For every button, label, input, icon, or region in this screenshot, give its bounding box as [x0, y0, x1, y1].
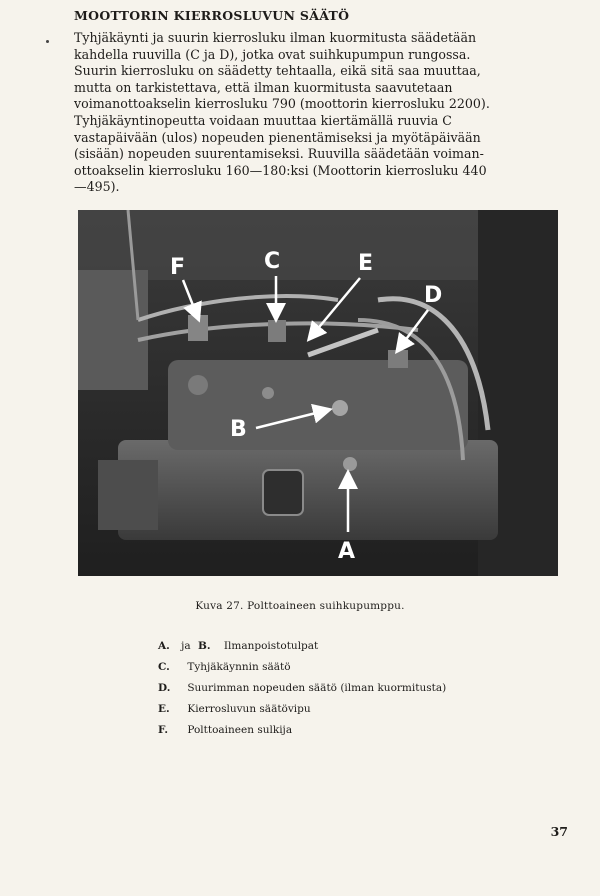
paragraph-line: Tyhjäkäynti ja suurin kierrosluku ilman kuormitusta säädetään [74, 30, 477, 45]
bleed-plug-a [343, 457, 357, 471]
pump-illustration [78, 210, 558, 576]
fuel-injection-pump-photo [78, 210, 558, 576]
paragraph-line: Tyhjäkäyntinopeutta voidaan muuttaa kiertämällä ruuvia C [74, 112, 452, 128]
legend-letter: F. [158, 724, 169, 736]
label-b: B [230, 417, 247, 442]
legend-item [158, 703, 446, 724]
legend-letter: D. [158, 682, 171, 694]
max-speed-screw [388, 350, 408, 368]
margin-dot [46, 40, 49, 43]
legend-text: Kierrosluvun säätövipu [187, 703, 311, 715]
idle-screw [268, 320, 286, 342]
label-d: D [424, 283, 443, 308]
body-paragraph [74, 30, 558, 196]
stop-device [188, 315, 208, 341]
paragraph-line: ottoakselin kierrosluku 160—180:ksi (Moottorin kierrosluku 440 [74, 162, 487, 178]
legend-text: Ilmanpoistotulpat [223, 640, 319, 652]
bleed-plug-b [332, 400, 348, 416]
section-heading: MOOTTORIN KIERROSLUVUN SÄÄTÖ [74, 8, 350, 23]
pump-body [118, 440, 498, 540]
legend-letter: A. [158, 640, 170, 652]
fuel-fitting [188, 375, 208, 395]
paragraph-line: kahdella ruuvilla (C ja D), jotka ovat suihkupumpun rungossa. [74, 46, 471, 62]
pump-upper-housing [168, 360, 468, 450]
figure-legend [158, 640, 446, 745]
legend-item [158, 682, 446, 703]
housing-bolt [262, 387, 274, 399]
legend-letter: B. [198, 640, 211, 652]
label-f: F [170, 255, 186, 280]
paragraph-line: mutta on tarkistettava, että ilman kuormitusta saavutetaan [74, 79, 453, 95]
legend-conjunction: ja [181, 640, 191, 652]
label-e: E [358, 251, 374, 276]
engine-block-left [78, 270, 148, 390]
paragraph-line: (sisään) nopeuden suurentamiseksi. Ruuvilla säädetään voiman- [74, 146, 484, 162]
paragraph-line: Suurin kierrosluku on säädetty tehtaalla, eikä sitä saa muuttaa, [74, 63, 481, 79]
legend-letter: E. [158, 703, 170, 715]
legend-text: Polttoaineen sulkija [187, 724, 293, 736]
label-a: A [338, 539, 356, 564]
legend-text: Tyhjäkäynnin säätö [187, 661, 291, 673]
legend-text: Suurimman nopeuden säätö (ilman kuormitusta) [187, 682, 447, 694]
pump-end-cover [98, 460, 158, 530]
figure-caption: Kuva 27. Polttoaineen suihkupumppu. [195, 600, 405, 612]
legend-item [158, 661, 446, 682]
pump-window [263, 470, 303, 515]
paragraph-line: voimanottoakselin kierrosluku 790 (moottorin kierrosluku 2200). [74, 96, 490, 112]
legend-item [158, 724, 446, 745]
legend-letter: C. [158, 661, 170, 673]
legend-item [158, 640, 446, 661]
paragraph-line: vastapäivään (ulos) nopeuden pienentämiseksi ja myötäpäivään [74, 129, 481, 145]
paragraph-line: —495). [74, 179, 120, 195]
page-number: 37 [550, 824, 568, 839]
label-c: C [264, 249, 281, 274]
